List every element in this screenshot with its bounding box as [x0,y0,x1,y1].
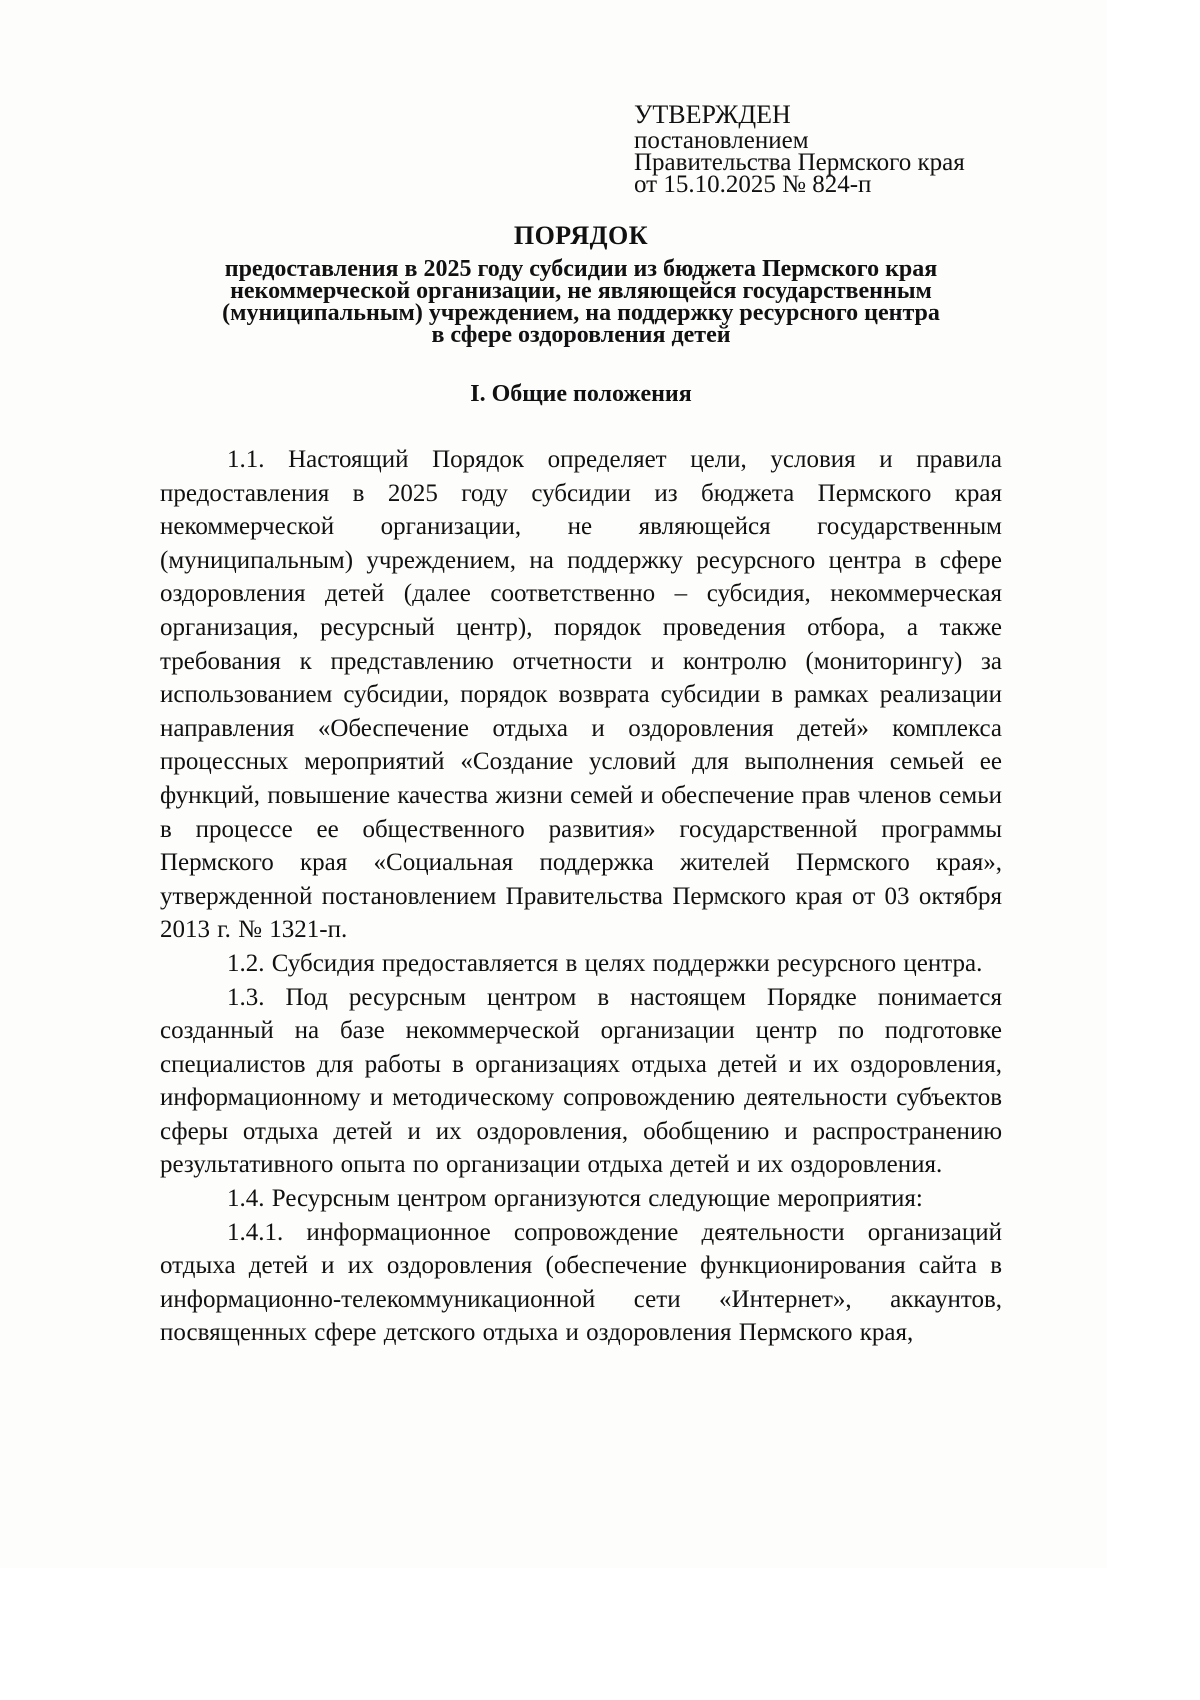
document-subtitle [160,258,1002,346]
paragraph-1-4-1: 1.4.1. информационное сопровождение деятельности организаций отдыха детей и их оздоровления (обеспечение функционирования сайта в информационно-телекоммуникационной сети «Интернет», аккаунтов, посвященных сфере детского отдыха и оздоровления Пермского края, [160,1218,1002,1347]
paragraph-1-3: 1.3. Под ресурсным центром в настоящем Порядке понимается созданный на базе некоммерческой организации центр по подготовке специалистов для работы в организациях отдыха детей и их оздоровления, информационному и методическому сопровождению деятельности субъектов сферы отдыха детей и их оздоровления, обобщению и распространению результативного опыта по организации отдыха детей и их оздоровления. [160,983,1002,1179]
document-body [160,443,1002,1350]
paragraph-1-2: 1.2. Субсидия предоставляется в целях поддержки ресурсного центра. [227,949,983,977]
approval-line-2: постановлением [634,127,809,154]
paragraph-1-4: 1.4. Ресурсным центром организуются следующие мероприятия: [227,1185,923,1213]
paragraph-1-1: 1.1. Настоящий Порядок определяет цели, условия и правила предоставления в 2025 году субсидии из бюджета Пермского края некоммерческой организации, не являющейся государственным (муниципальным) учреждением, на поддержку ресурсного центра в сфере оздоровления детей (далее соответственно – субсидия, некоммерческая организация, ресурсный центр), порядок проведения отбора, а также требования к представлению отчетности и контролю (мониторингу) за использованием субсидии, порядок возврата субсидии в рамках реализации направления «Обеспечение отдыха и оздоровления детей» комплекса процессных мероприятий «Создание условий для выполнения семьей ее функций, повышение качества жизни семей и обеспечение прав членов семьи в процессе ее общественного развития» государственной программы Пермского края «Социальная поддержка жителей Пермского края», утвержденной постановлением Правительства Пермского края от 03 октября 2013 г. № 1321-п. [160,446,1002,944]
subtitle-line-3: (муниципальным) учреждением, на поддержку ресурсного центра [222,300,940,326]
approval-line-4: от 15.10.2025 № 824-п [634,171,872,198]
subtitle-line-1: предоставления в 2025 году субсидии из бюджета Пермского края [224,256,938,282]
subtitle-line-4: в сфере оздоровления детей [431,322,731,348]
approval-stamp [634,100,1014,196]
approval-line-3: Правительства Пермского края [634,149,965,176]
approval-line-1: УТВЕРЖДЕН [634,100,791,129]
subtitle-line-2: некоммерческой организации, не являющейся государственным [230,278,932,304]
section-heading: I. Общие положения [470,381,692,407]
document-title: ПОРЯДОК [513,221,649,250]
